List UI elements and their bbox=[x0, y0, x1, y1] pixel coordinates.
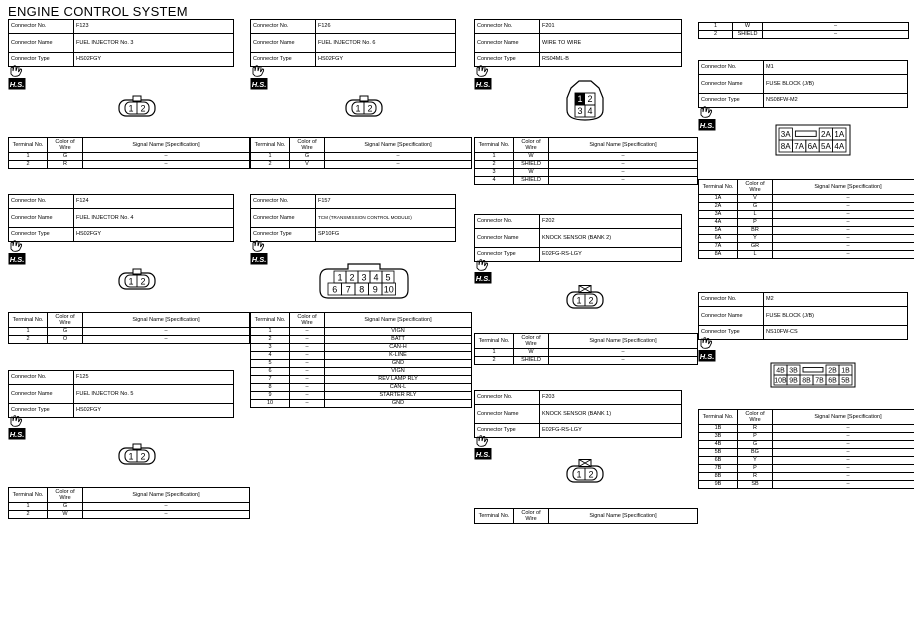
terminal-cell: 4A bbox=[699, 219, 738, 227]
signal-cell: – bbox=[549, 177, 698, 185]
column-header: Signal Name [Specification] bbox=[325, 313, 472, 328]
table-row bbox=[475, 153, 698, 161]
harness-side-icon bbox=[8, 414, 26, 440]
column-header: Color of Wire bbox=[290, 313, 325, 328]
terminal-cell: 1A bbox=[699, 195, 738, 203]
terminal-cell: 2 bbox=[9, 336, 48, 344]
signal-cell: – bbox=[773, 457, 914, 465]
harness-side-icon bbox=[8, 64, 26, 90]
wire-color-cell: BG bbox=[738, 449, 773, 457]
terminal-table-f203 bbox=[474, 508, 698, 524]
table-row bbox=[699, 441, 914, 449]
signal-cell: GND bbox=[325, 400, 472, 408]
column-header: Signal Name [Specification] bbox=[549, 334, 698, 349]
column-header: Signal Name [Specification] bbox=[549, 509, 698, 524]
pin-label: 1 bbox=[577, 94, 583, 104]
wire-color-cell: – bbox=[290, 368, 325, 376]
connector-info-f125: Connector No. F125 Connector Name FUEL INJECTOR No. 5 Connector Type HS02FGY bbox=[8, 370, 234, 418]
terminal-cell: 5B bbox=[699, 449, 738, 457]
terminal-table-f125 bbox=[8, 487, 250, 519]
column-header: Color of Wire bbox=[514, 334, 549, 349]
terminal-cell: 5 bbox=[251, 360, 290, 368]
hs-label: H.S. bbox=[251, 80, 267, 90]
connector-diagram-f203 bbox=[563, 458, 607, 484]
signal-cell: – bbox=[773, 203, 914, 211]
terminal-cell: 8 bbox=[251, 384, 290, 392]
terminal-cell: 8B bbox=[699, 473, 738, 481]
terminal-cell: 3A bbox=[699, 211, 738, 219]
wire-color-cell: SHIELD bbox=[514, 177, 549, 185]
wire-color-cell: W bbox=[514, 349, 549, 357]
pin-label: 4B bbox=[776, 367, 785, 375]
table-row bbox=[9, 328, 250, 336]
harness-side-icon bbox=[250, 239, 268, 265]
table-row bbox=[9, 511, 250, 519]
signal-cell: – bbox=[549, 349, 698, 357]
connector-info-f202: Connector No. F202 Connector Name KNOCK SENSOR (BANK 2) Connector Type E02FG-RS-LGY bbox=[474, 214, 682, 262]
wire-color-cell: – bbox=[290, 376, 325, 384]
table-row bbox=[251, 161, 472, 169]
figure-code bbox=[0, 538, 10, 618]
terminal-table-m2 bbox=[698, 409, 914, 489]
pin-label: 5B bbox=[841, 377, 850, 385]
column-header: Signal Name [Specification] bbox=[325, 138, 472, 153]
connector-info-f157: Connector No. F157 Connector Name TCM (TRANSMISSION CONTROL MODULE) Connector Type SP10FG bbox=[250, 194, 456, 242]
signal-cell: – bbox=[549, 161, 698, 169]
signal-cell: K-LINE bbox=[325, 352, 472, 360]
column-header: Signal Name [Specification] bbox=[549, 138, 698, 153]
terminal-cell: 4 bbox=[475, 177, 514, 185]
connector-info-f203: Connector No. F203 Connector Name KNOCK SENSOR (BANK 1) Connector Type E02FG-RS-LGY bbox=[474, 390, 682, 438]
pin-label: 8A bbox=[780, 142, 791, 152]
table-row bbox=[699, 473, 914, 481]
connector-diagram-f123 bbox=[115, 94, 159, 118]
column-header: Signal Name [Specification] bbox=[773, 410, 914, 425]
terminal-cell: 10 bbox=[251, 400, 290, 408]
terminal-cell: 2 bbox=[251, 161, 290, 169]
column-header: Terminal No. bbox=[251, 138, 290, 153]
terminal-cell: 3B bbox=[699, 433, 738, 441]
pin-label: 7 bbox=[345, 284, 351, 295]
wire-color-cell: – bbox=[290, 360, 325, 368]
pin-label: 8B bbox=[802, 377, 811, 385]
wire-color-cell: P bbox=[738, 433, 773, 441]
connector-diagram-f126 bbox=[342, 94, 386, 118]
pin-label: 7A bbox=[794, 142, 804, 152]
signal-cell: – bbox=[773, 219, 914, 227]
page-title: ENGINE CONTROL SYSTEM bbox=[8, 4, 188, 19]
wire-color-cell: W bbox=[514, 169, 549, 177]
wire-color-cell: SHIELD bbox=[514, 357, 549, 365]
table-row bbox=[699, 251, 914, 259]
wire-color-cell: G bbox=[738, 441, 773, 449]
signal-cell: CAN-L bbox=[325, 384, 472, 392]
terminal-cell: 1 bbox=[9, 503, 48, 511]
column-header: Color of Wire bbox=[738, 180, 773, 195]
terminal-cell: 2 bbox=[475, 357, 514, 365]
wire-color-cell: R bbox=[48, 161, 83, 169]
pin-label: 1 bbox=[337, 272, 343, 283]
harness-side-icon bbox=[474, 64, 492, 90]
table-row bbox=[475, 349, 698, 357]
terminal-cell: 1 bbox=[9, 328, 48, 336]
signal-cell: BATT bbox=[325, 336, 472, 344]
terminal-cell: 1 bbox=[699, 23, 733, 31]
signal-cell: VIGN bbox=[325, 328, 472, 336]
wire-color-cell: W bbox=[733, 23, 763, 31]
hs-label: H.S. bbox=[475, 450, 491, 460]
connector-info-f126: Connector No. F126 Connector Name FUEL INJECTOR No. 6 Connector Type HS02FGY bbox=[250, 19, 456, 67]
table-row bbox=[251, 336, 472, 344]
table-row bbox=[475, 161, 698, 169]
signal-cell: – bbox=[325, 161, 472, 169]
harness-side-icon bbox=[474, 258, 492, 284]
signal-cell: – bbox=[773, 251, 914, 259]
wire-color-cell: G bbox=[738, 203, 773, 211]
harness-side-icon bbox=[698, 105, 716, 131]
signal-cell: – bbox=[773, 211, 914, 219]
table-row bbox=[699, 23, 909, 31]
wire-color-cell: SHIELD bbox=[514, 161, 549, 169]
pin-label: 1 bbox=[355, 103, 361, 114]
wire-color-cell: V bbox=[290, 161, 325, 169]
table-row bbox=[699, 449, 914, 457]
signal-cell: – bbox=[549, 169, 698, 177]
wire-color-cell: – bbox=[290, 384, 325, 392]
signal-cell: – bbox=[83, 328, 250, 336]
table-row bbox=[699, 219, 914, 227]
hs-label: H.S. bbox=[699, 352, 715, 362]
terminal-table-f201 bbox=[474, 137, 698, 185]
wire-color-cell: O bbox=[48, 336, 83, 344]
pin-label: 2 bbox=[367, 103, 373, 114]
terminal-table-f124 bbox=[8, 312, 250, 344]
signal-cell: – bbox=[773, 441, 914, 449]
column-header: Terminal No. bbox=[9, 138, 48, 153]
wire-color-cell: – bbox=[290, 352, 325, 360]
column-header: Terminal No. bbox=[475, 334, 514, 349]
wire-color-cell: – bbox=[290, 400, 325, 408]
column-header: Terminal No. bbox=[699, 410, 738, 425]
table-row bbox=[9, 161, 250, 169]
pin-label: 2B bbox=[828, 367, 837, 375]
pin-label: 9 bbox=[372, 284, 378, 295]
signal-cell: – bbox=[773, 227, 914, 235]
hs-label: H.S. bbox=[9, 255, 25, 265]
terminal-table-f126 bbox=[250, 137, 472, 169]
table-row bbox=[9, 336, 250, 344]
pin-label: 2 bbox=[588, 295, 594, 306]
table-row bbox=[699, 31, 909, 39]
pin-label: 1A bbox=[834, 130, 845, 140]
hs-label: H.S. bbox=[475, 274, 491, 284]
signal-cell: – bbox=[773, 465, 914, 473]
column-header: Signal Name [Specification] bbox=[83, 488, 250, 503]
connector-diagram-m2 bbox=[770, 362, 856, 388]
harness-side-icon bbox=[474, 434, 492, 460]
pin-label: 2 bbox=[140, 451, 146, 462]
pin-label: 4A bbox=[834, 142, 845, 152]
pin-label: 1 bbox=[576, 469, 582, 480]
table-row bbox=[699, 433, 914, 441]
terminal-cell: 6B bbox=[699, 457, 738, 465]
column-header: Terminal No. bbox=[9, 488, 48, 503]
signal-cell: – bbox=[83, 336, 250, 344]
connector-diagram-m1 bbox=[775, 124, 851, 156]
table-row bbox=[699, 243, 914, 251]
wire-color-cell: R bbox=[738, 425, 773, 433]
signal-cell: – bbox=[773, 449, 914, 457]
harness-side-icon bbox=[250, 64, 268, 90]
terminal-cell: 2 bbox=[9, 511, 48, 519]
pin-label: 6A bbox=[807, 142, 818, 152]
terminal-cell: 6 bbox=[251, 368, 290, 376]
wire-color-cell: L bbox=[738, 251, 773, 259]
connector-info-f201: Connector No. F201 Connector Name WIRE TO WIRE Connector Type RS04ML-B bbox=[474, 19, 682, 67]
wire-color-cell: – bbox=[290, 328, 325, 336]
table-row bbox=[699, 465, 914, 473]
terminal-cell: 5A bbox=[699, 227, 738, 235]
table-row bbox=[699, 235, 914, 243]
column-header: Color of Wire bbox=[48, 313, 83, 328]
hs-label: H.S. bbox=[699, 121, 715, 131]
table-row bbox=[475, 169, 698, 177]
terminal-cell: 1 bbox=[251, 328, 290, 336]
terminal-cell: 3 bbox=[475, 169, 514, 177]
wire-color-cell: – bbox=[290, 392, 325, 400]
pin-label: 2A bbox=[821, 130, 831, 140]
table-row bbox=[699, 457, 914, 465]
terminal-cell: 2 bbox=[475, 161, 514, 169]
table-row bbox=[699, 211, 914, 219]
terminal-cell: 1 bbox=[475, 153, 514, 161]
pin-label: 3 bbox=[577, 106, 583, 116]
pin-label: 10 bbox=[383, 284, 394, 295]
table-row bbox=[251, 368, 472, 376]
signal-cell: – bbox=[763, 23, 909, 31]
signal-cell: – bbox=[763, 31, 909, 39]
terminal-table-f157 bbox=[250, 312, 472, 408]
terminal-cell: 9 bbox=[251, 392, 290, 400]
signal-cell: – bbox=[773, 433, 914, 441]
pin-label: 5A bbox=[821, 142, 831, 152]
pin-label: 3A bbox=[780, 130, 791, 140]
table-row bbox=[699, 227, 914, 235]
column-header: Signal Name [Specification] bbox=[83, 313, 250, 328]
pin-label: 1 bbox=[128, 103, 134, 114]
signal-cell: CAN-H bbox=[325, 344, 472, 352]
pin-label: 1B bbox=[841, 367, 850, 375]
terminal-cell: 1 bbox=[475, 349, 514, 357]
table-row bbox=[251, 392, 472, 400]
table-row bbox=[251, 384, 472, 392]
pin-label: 4 bbox=[373, 272, 379, 283]
harness-side-icon bbox=[698, 336, 716, 362]
terminal-cell: 4 bbox=[251, 352, 290, 360]
connector-info-m2: Connector No. M2 Connector Name FUSE BLOCK (J/B) Connector Type NS10FW-CS bbox=[698, 292, 908, 340]
column-header: Terminal No. bbox=[251, 313, 290, 328]
wire-color-cell: V bbox=[738, 195, 773, 203]
wire-color-cell: Y bbox=[738, 235, 773, 243]
pin-label: 9B bbox=[789, 377, 798, 385]
terminal-table-f202 bbox=[474, 333, 698, 365]
wire-color-cell: Y bbox=[738, 457, 773, 465]
table-row bbox=[699, 195, 914, 203]
signal-cell: – bbox=[83, 503, 250, 511]
connector-diagram-f157 bbox=[318, 262, 410, 300]
terminal-cell: 7 bbox=[251, 376, 290, 384]
table-row bbox=[699, 481, 914, 489]
wire-color-cell: W bbox=[48, 511, 83, 519]
signal-cell: – bbox=[773, 243, 914, 251]
wire-color-cell: GR bbox=[738, 243, 773, 251]
pin-label: 4 bbox=[587, 106, 593, 116]
pin-label: 2 bbox=[587, 94, 593, 104]
connector-info-m1: Connector No. M1 Connector Name FUSE BLOCK (J/B) Connector Type NS08FW-M2 bbox=[698, 60, 908, 108]
column-header: Color of Wire bbox=[738, 410, 773, 425]
pin-label: 10B bbox=[774, 377, 787, 385]
table-row bbox=[9, 503, 250, 511]
connector-info-f123: Connector No. F123 Connector Name FUEL INJECTOR No. 3 Connector Type HS02FGY bbox=[8, 19, 234, 67]
pin-label: 1 bbox=[576, 295, 582, 306]
terminal-cell: 2 bbox=[251, 336, 290, 344]
wire-color-cell: SHIELD bbox=[733, 31, 763, 39]
terminal-cell: 2 bbox=[9, 161, 48, 169]
terminal-cell: 4B bbox=[699, 441, 738, 449]
table-row bbox=[9, 153, 250, 161]
pin-label: 2 bbox=[140, 276, 146, 287]
table-row bbox=[251, 360, 472, 368]
column-header: Terminal No. bbox=[699, 180, 738, 195]
signal-cell: REV LAMP RLY bbox=[325, 376, 472, 384]
column-header: Signal Name [Specification] bbox=[83, 138, 250, 153]
wire-color-cell: P bbox=[738, 219, 773, 227]
terminal-cell: 7B bbox=[699, 465, 738, 473]
table-row bbox=[251, 153, 472, 161]
signal-cell: – bbox=[773, 195, 914, 203]
pin-label: 6B bbox=[828, 377, 837, 385]
hs-label: H.S. bbox=[9, 80, 25, 90]
wire-color-cell: P bbox=[738, 465, 773, 473]
table-row bbox=[251, 376, 472, 384]
table-row bbox=[475, 177, 698, 185]
wire-color-cell: G bbox=[48, 328, 83, 336]
terminal-cell: 1 bbox=[251, 153, 290, 161]
column-header: Signal Name [Specification] bbox=[773, 180, 914, 195]
terminal-table-f123 bbox=[8, 137, 250, 169]
wire-color-cell: G bbox=[48, 503, 83, 511]
pin-label: 5 bbox=[385, 272, 391, 283]
signal-cell: – bbox=[549, 357, 698, 365]
pin-label: 8 bbox=[359, 284, 365, 295]
connector-diagram-f125 bbox=[115, 442, 159, 466]
signal-cell: – bbox=[773, 425, 914, 433]
terminal-cell: 3 bbox=[251, 344, 290, 352]
column-header: Terminal No. bbox=[475, 509, 514, 524]
terminal-cell: 9B bbox=[699, 481, 738, 489]
terminal-table-continued bbox=[698, 22, 909, 39]
connector-diagram-f202 bbox=[563, 284, 607, 310]
signal-cell: – bbox=[773, 473, 914, 481]
pin-label: 3 bbox=[361, 272, 367, 283]
signal-cell: – bbox=[549, 153, 698, 161]
connector-diagram-f201 bbox=[563, 80, 607, 122]
column-header: Color of Wire bbox=[514, 138, 549, 153]
pin-label: 3B bbox=[789, 367, 798, 375]
wire-color-cell: R bbox=[738, 473, 773, 481]
table-row bbox=[699, 425, 914, 433]
signal-cell: – bbox=[83, 161, 250, 169]
terminal-cell: 7A bbox=[699, 243, 738, 251]
wire-color-cell: W bbox=[514, 153, 549, 161]
wire-color-cell: SB bbox=[738, 481, 773, 489]
pin-label: 2 bbox=[349, 272, 355, 283]
signal-cell: – bbox=[773, 235, 914, 243]
pin-label: 1 bbox=[128, 276, 134, 287]
signal-cell: – bbox=[83, 153, 250, 161]
signal-cell: – bbox=[325, 153, 472, 161]
connector-diagram-f124 bbox=[115, 267, 159, 291]
wire-color-cell: BR bbox=[738, 227, 773, 235]
pin-label: 1 bbox=[128, 451, 134, 462]
column-header: Terminal No. bbox=[9, 313, 48, 328]
signal-cell: STARTER RLY bbox=[325, 392, 472, 400]
terminal-table-m1 bbox=[698, 179, 914, 259]
hs-label: H.S. bbox=[475, 80, 491, 90]
table-row bbox=[251, 352, 472, 360]
table-row bbox=[699, 203, 914, 211]
pin-label: 7B bbox=[815, 377, 824, 385]
wire-color-cell: L bbox=[738, 211, 773, 219]
column-header: Color of Wire bbox=[48, 138, 83, 153]
terminal-cell: 2A bbox=[699, 203, 738, 211]
column-header: Color of Wire bbox=[290, 138, 325, 153]
terminal-cell: 1B bbox=[699, 425, 738, 433]
signal-cell: VIGN bbox=[325, 368, 472, 376]
pin-label: 2 bbox=[588, 469, 594, 480]
connector-info-f124: Connector No. F124 Connector Name FUEL INJECTOR No. 4 Connector Type HS02FGY bbox=[8, 194, 234, 242]
wire-color-cell: – bbox=[290, 344, 325, 352]
pin-label: 2 bbox=[140, 103, 146, 114]
table-row bbox=[251, 328, 472, 336]
hs-label: H.S. bbox=[251, 255, 267, 265]
wire-color-cell: G bbox=[48, 153, 83, 161]
column-header: Terminal No. bbox=[475, 138, 514, 153]
table-row bbox=[475, 357, 698, 365]
hs-label: H.S. bbox=[9, 430, 25, 440]
wire-color-cell: – bbox=[290, 336, 325, 344]
wire-color-cell: G bbox=[290, 153, 325, 161]
table-row bbox=[251, 400, 472, 408]
terminal-cell: 6A bbox=[699, 235, 738, 243]
terminal-cell: 2 bbox=[699, 31, 733, 39]
pin-label: 6 bbox=[332, 284, 338, 295]
column-header: Color of Wire bbox=[514, 509, 549, 524]
column-header: Color of Wire bbox=[48, 488, 83, 503]
harness-side-icon bbox=[8, 239, 26, 265]
signal-cell: – bbox=[773, 481, 914, 489]
terminal-cell: 8A bbox=[699, 251, 738, 259]
signal-cell: GND bbox=[325, 360, 472, 368]
signal-cell: – bbox=[83, 511, 250, 519]
table-row bbox=[251, 344, 472, 352]
terminal-cell: 1 bbox=[9, 153, 48, 161]
